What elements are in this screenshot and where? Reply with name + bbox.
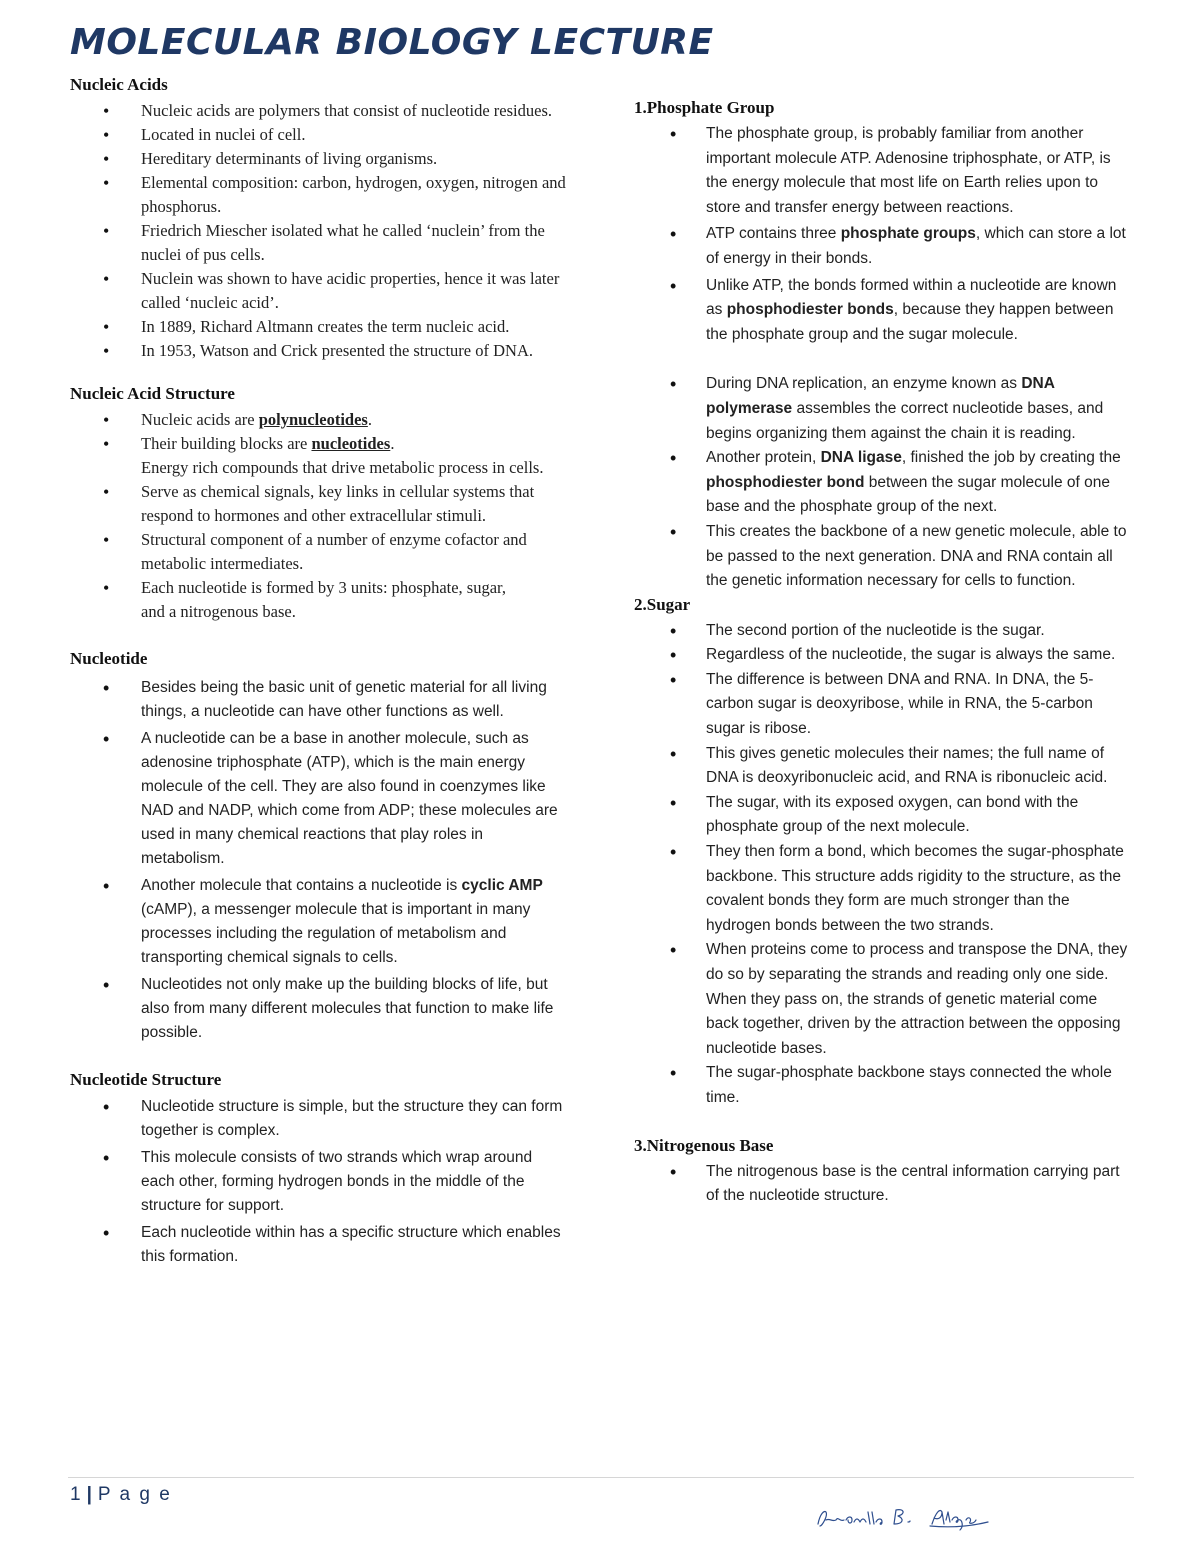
list-item: • Located in nuclei of cell. xyxy=(70,123,570,147)
list-item: • When proteins come to process and transpose the DNA, they do so by separating the strands and reading only one side. When they pass on, the strands of genetic material come back together, driven by the attraction between the opposing nucleotide bases. xyxy=(634,938,1134,1061)
list-item: • A nucleotide can be a base in another molecule, such as adenosine triphosphate (ATP), which is the main energy molecule of the cell. They are also found in coenzymes like NAD and NADP, which come from ADP; these molecules are used in many chemical reactions that play roles in metabolism. xyxy=(70,727,570,871)
section-nucleotide xyxy=(70,648,570,1045)
section-phosphate-group xyxy=(634,97,1134,594)
section-sugar xyxy=(634,594,1134,1111)
list-item: • Each nucleotide within has a specific structure which enables this formation. xyxy=(70,1221,570,1269)
list-item: • In 1889, Richard Altmann creates the term nucleic acid. xyxy=(70,315,570,339)
list-item: • Regardless of the nucleotide, the sugar is always the same. xyxy=(634,643,1134,668)
page-title: MOLECULAR BIOLOGY LECTURE xyxy=(70,22,714,63)
list-item: • This molecule consists of two strands which wrap around each other, forming hydrogen bonds in the middle of the structure for support. xyxy=(70,1146,570,1218)
bullet-list xyxy=(70,676,570,1045)
section-heading: Nucleotide Structure xyxy=(70,1070,222,1089)
list-item: • Nucleic acids are polymers that consist of nucleotide residues. xyxy=(70,99,570,123)
section-heading: 2.Sugar xyxy=(634,594,691,614)
list-item: • They then form a bond, which becomes the sugar-phosphate backbone. This structure adds rigidity to the structure, as the covalent bonds they form are much stronger than the hydrogen bonds between the two strands. xyxy=(634,840,1134,938)
list-item: • This creates the backbone of a new genetic molecule, able to be passed to the next generation. DNA and RNA contain all the genetic information necessary for cells to function. xyxy=(634,520,1134,594)
right-column xyxy=(634,97,1134,1209)
list-item: • Each nucleotide is formed by 3 units: phosphate, sugar, and a nitrogenous base. xyxy=(70,576,531,624)
list-item: • In 1953, Watson and Crick presented the structure of DNA. xyxy=(70,339,570,363)
left-column xyxy=(70,74,570,1269)
list-item: • Friedrich Miescher isolated what he called ‘nuclein’ from the nuclei of pus cells. xyxy=(70,219,570,267)
list-item: • Besides being the basic unit of genetic material for all living things, a nucleotide can have other functions as well. xyxy=(70,676,570,724)
bullet-list xyxy=(70,408,570,624)
bullet-list xyxy=(634,122,1134,594)
section-nucleotide-structure xyxy=(70,1069,570,1269)
list-item: • Nuclein was shown to have acidic properties, hence it was later called ‘nucleic acid’. xyxy=(70,267,570,315)
page-number-value: 1 xyxy=(70,1484,83,1505)
page-number-separator: | xyxy=(86,1484,94,1505)
footer-divider xyxy=(68,1477,1134,1478)
page-label: P a g e xyxy=(97,1484,172,1505)
list-item-continuation: Energy rich compounds that drive metabolic process in cells. xyxy=(141,458,544,477)
bullet-list xyxy=(634,619,1134,1111)
signature-image xyxy=(812,1500,996,1534)
list-item: • Nucleotides not only make up the building blocks of life, but also from many different molecules that function to make life possible. xyxy=(70,973,570,1045)
list-item: • Unlike ATP, the bonds formed within a nucleotide are known as phosphodiester bonds, because they happen between the phosphate group and the sugar molecule. xyxy=(634,274,1134,348)
list-item: • ATP contains three phosphate groups, which can store a lot of energy in their bonds. xyxy=(634,222,1134,271)
list-item: • During DNA replication, an enzyme known as DNA polymerase assembles the correct nucleotide bases, and begins organizing them against the chain it is reading. xyxy=(634,372,1134,446)
section-nitrogenous-base xyxy=(634,1135,1134,1209)
list-item: • This gives genetic molecules their names; the full name of DNA is deoxyribonucleic acid, and RNA is ribonucleic acid. xyxy=(634,742,1134,791)
list-item: • Hereditary determinants of living organisms. xyxy=(70,147,570,171)
list-item: • The second portion of the nucleotide is the sugar. xyxy=(634,619,1134,644)
list-item: • The sugar, with its exposed oxygen, can bond with the phosphate group of the next molecule. xyxy=(634,791,1134,840)
section-heading: Nucleic Acid Structure xyxy=(70,384,235,403)
list-item: • The difference is between DNA and RNA. In DNA, the 5-carbon sugar is deoxyribose, while in RNA, the 5-carbon sugar is ribose. xyxy=(634,668,1134,742)
bullet-list xyxy=(70,1095,570,1269)
list-item: • Another protein, DNA ligase, finished the job by creating the phosphodiester bond between the sugar molecule of one base and the phosphate group of the next. xyxy=(634,446,1134,520)
list-item: • The nitrogenous base is the central information carrying part of the nucleotide structure. xyxy=(634,1160,1134,1209)
section-nucleic-acids xyxy=(70,74,570,363)
list-item: • The phosphate group, is probably familiar from another important molecule ATP. Adenosine triphosphate, or ATP, is the energy molecule that most life on Earth relies upon to store and transfer energy between reactions. xyxy=(634,122,1134,220)
list-item: • Elemental composition: carbon, hydrogen, oxygen, nitrogen and phosphorus. xyxy=(70,171,570,219)
bullet-list xyxy=(634,1160,1134,1209)
page-number xyxy=(70,1484,172,1506)
section-heading: Nucleotide xyxy=(70,649,148,668)
list-item: • The sugar-phosphate backbone stays connected the whole time. xyxy=(634,1061,1134,1110)
section-nucleic-acid-structure xyxy=(70,383,570,624)
section-heading: 1.Phosphate Group xyxy=(634,98,775,117)
section-heading: 3.Nitrogenous Base xyxy=(634,1135,774,1155)
list-item: • Another molecule that contains a nucleotide is cyclic AMP (cAMP), a messenger molecule that is important in many processes including the regulation of metabolism and transporting chemical signals to cells. xyxy=(70,874,570,970)
bullet-list xyxy=(70,99,570,363)
section-heading: Nucleic Acids xyxy=(70,75,168,94)
list-item: • Structural component of a number of enzyme cofactor and metabolic intermediates. xyxy=(70,528,570,576)
list-item: • Nucleotide structure is simple, but the structure they can form together is complex. xyxy=(70,1095,570,1143)
list-item: • Nucleic acids are polynucleotides. xyxy=(70,408,570,432)
list-item: • Serve as chemical signals, key links in cellular systems that respond to hormones and other extracellular stimuli. xyxy=(70,480,570,528)
list-item: • Their building blocks are nucleotides. xyxy=(70,432,570,456)
